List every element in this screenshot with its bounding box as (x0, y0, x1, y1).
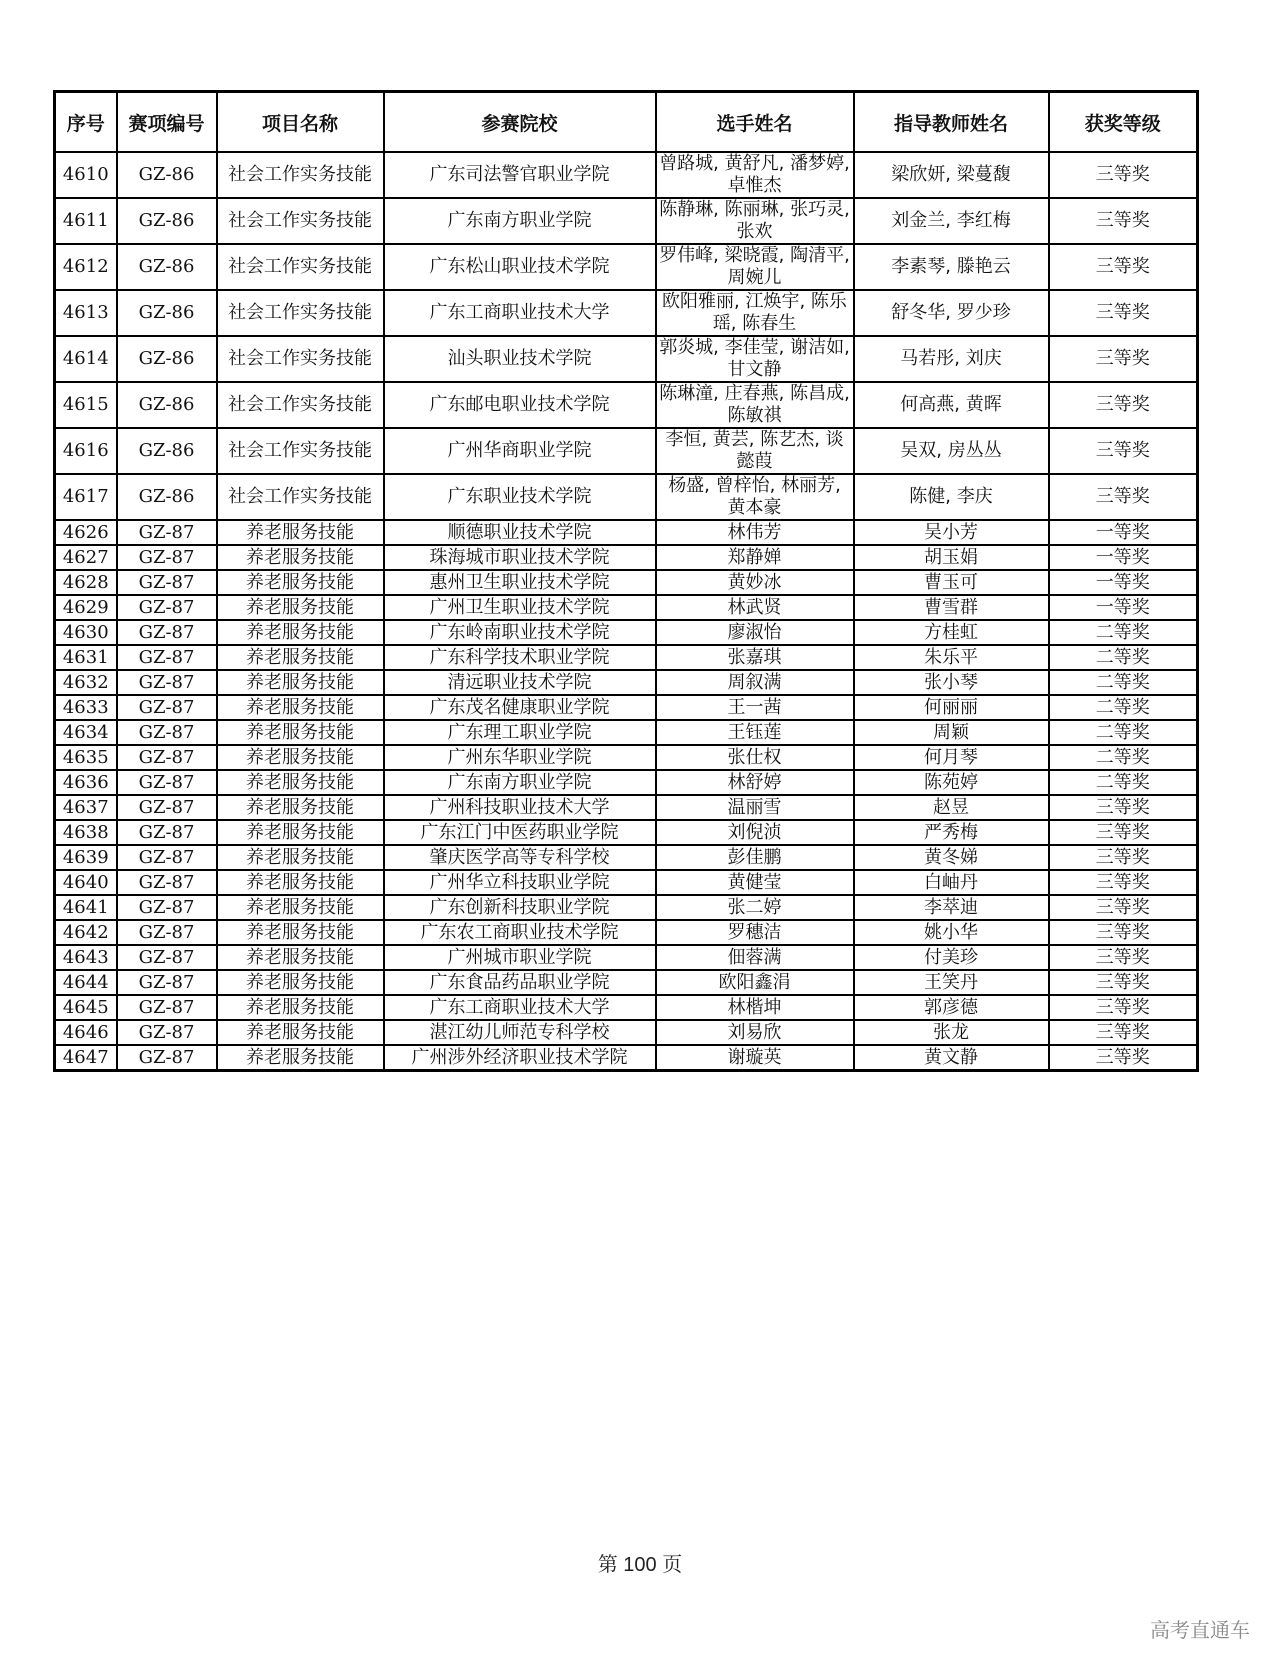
cell-event-name: 养老服务技能 (217, 795, 384, 820)
cell-award: 一等奖 (1049, 520, 1198, 545)
cell-students (656, 336, 854, 382)
cell-award: 二等奖 (1049, 670, 1198, 695)
cell-students: 周叙满 (656, 670, 854, 695)
cell-award: 三等奖 (1049, 995, 1198, 1020)
table-row (55, 336, 1198, 382)
cell-serial: 4645 (55, 995, 117, 1020)
cell-event-code: GZ-87 (117, 745, 217, 770)
cell-event-code: GZ-87 (117, 820, 217, 845)
cell-event-code: GZ-87 (117, 920, 217, 945)
cell-school: 广东理工职业学院 (384, 720, 656, 745)
cell-serial: 4634 (55, 720, 117, 745)
cell-award: 一等奖 (1049, 595, 1198, 620)
cell-school: 广东岭南职业技术学院 (384, 620, 656, 645)
cell-event-code: GZ-87 (117, 520, 217, 545)
cell-school: 广东江门中医药职业学院 (384, 820, 656, 845)
cell-teachers: 付美珍 (854, 945, 1049, 970)
cell-teachers: 马若彤, 刘庆 (854, 336, 1049, 382)
cell-event-code: GZ-87 (117, 595, 217, 620)
cell-serial: 4644 (55, 970, 117, 995)
students-text: 李恒, 黄芸, 陈艺杰, 谈懿葭 (665, 429, 844, 472)
cell-school: 湛江幼儿师范专科学校 (384, 1020, 656, 1045)
cell-teachers: 刘金兰, 李红梅 (854, 198, 1049, 244)
cell-students: 刘倪浈 (656, 820, 854, 845)
cell-teachers: 吴双, 房丛丛 (854, 428, 1049, 474)
cell-award: 三等奖 (1049, 870, 1198, 895)
cell-school: 广东职业技术学院 (384, 474, 656, 520)
cell-serial: 4629 (55, 595, 117, 620)
cell-students: 王一茜 (656, 695, 854, 720)
table-row (55, 382, 1198, 428)
cell-award: 一等奖 (1049, 570, 1198, 595)
cell-teachers: 白岫丹 (854, 870, 1049, 895)
cell-teachers: 王笑丹 (854, 970, 1049, 995)
cell-students: 林楷坤 (656, 995, 854, 1020)
students-text: 罗伟峰, 梁晓霞, 陶清平, 周婉儿 (659, 245, 850, 288)
cell-event-name: 养老服务技能 (217, 620, 384, 645)
cell-award: 三等奖 (1049, 795, 1198, 820)
table-row (55, 645, 1198, 670)
table-row (55, 428, 1198, 474)
cell-event-name: 养老服务技能 (217, 1045, 384, 1071)
cell-school: 广州华商职业学院 (384, 428, 656, 474)
cell-school: 广东南方职业学院 (384, 770, 656, 795)
cell-serial: 4616 (55, 428, 117, 474)
cell-school: 广东茂名健康职业学院 (384, 695, 656, 720)
students-text: 曾路城, 黄舒凡, 潘梦婷, 卓惟杰 (659, 153, 850, 196)
cell-students: 温丽雪 (656, 795, 854, 820)
cell-award: 三等奖 (1049, 152, 1198, 198)
cell-event-code: GZ-86 (117, 382, 217, 428)
cell-students: 林武贤 (656, 595, 854, 620)
cell-school: 珠海城市职业技术学院 (384, 545, 656, 570)
cell-students: 张仕权 (656, 745, 854, 770)
cell-event-code: GZ-87 (117, 720, 217, 745)
cell-teachers: 吴小芳 (854, 520, 1049, 545)
cell-award: 二等奖 (1049, 745, 1198, 770)
cell-school: 广州东华职业学院 (384, 745, 656, 770)
cell-serial: 4630 (55, 620, 117, 645)
table-row (55, 720, 1198, 745)
header-serial: 序号 (55, 92, 117, 153)
cell-school: 惠州卫生职业技术学院 (384, 570, 656, 595)
cell-teachers: 舒冬华, 罗少珍 (854, 290, 1049, 336)
cell-teachers: 陈健, 李庆 (854, 474, 1049, 520)
students-text: 陈琳潼, 庄春燕, 陈昌成, 陈敏祺 (659, 383, 850, 426)
cell-event-name: 社会工作实务技能 (217, 428, 384, 474)
table-row (55, 198, 1198, 244)
cell-event-code: GZ-87 (117, 795, 217, 820)
cell-award: 三等奖 (1049, 920, 1198, 945)
cell-serial: 4638 (55, 820, 117, 845)
cell-event-code: GZ-87 (117, 670, 217, 695)
cell-award: 三等奖 (1049, 970, 1198, 995)
cell-school: 广州科技职业技术大学 (384, 795, 656, 820)
cell-school: 广州卫生职业技术学院 (384, 595, 656, 620)
cell-teachers: 姚小华 (854, 920, 1049, 945)
cell-serial: 4636 (55, 770, 117, 795)
students-text: 郭炎城, 李佳莹, 谢洁如, 甘文静 (659, 337, 850, 380)
cell-award: 一等奖 (1049, 545, 1198, 570)
cell-teachers: 陈苑婷 (854, 770, 1049, 795)
cell-event-code: GZ-87 (117, 695, 217, 720)
cell-school: 顺德职业技术学院 (384, 520, 656, 545)
cell-event-code: GZ-87 (117, 995, 217, 1020)
cell-students (656, 290, 854, 336)
cell-serial: 4641 (55, 895, 117, 920)
cell-award: 三等奖 (1049, 428, 1198, 474)
cell-event-code: GZ-87 (117, 770, 217, 795)
cell-award: 三等奖 (1049, 198, 1198, 244)
cell-serial: 4610 (55, 152, 117, 198)
cell-students (656, 152, 854, 198)
cell-students: 廖淑怡 (656, 620, 854, 645)
cell-teachers: 曹雪群 (854, 595, 1049, 620)
cell-event-name: 养老服务技能 (217, 920, 384, 945)
cell-event-code: GZ-87 (117, 545, 217, 570)
table-row (55, 770, 1198, 795)
cell-event-name: 养老服务技能 (217, 770, 384, 795)
cell-event-code: GZ-87 (117, 945, 217, 970)
cell-school: 广东农工商职业技术学院 (384, 920, 656, 945)
header-award: 获奖等级 (1049, 92, 1198, 153)
cell-event-name: 社会工作实务技能 (217, 290, 384, 336)
cell-award: 三等奖 (1049, 945, 1198, 970)
students-text: 欧阳雅丽, 江焕宇, 陈乐瑶, 陈春生 (662, 291, 847, 334)
cell-serial: 4637 (55, 795, 117, 820)
cell-award: 三等奖 (1049, 382, 1198, 428)
cell-event-name: 养老服务技能 (217, 820, 384, 845)
cell-event-code: GZ-86 (117, 336, 217, 382)
cell-serial: 4633 (55, 695, 117, 720)
students-text: 陈静琳, 陈丽琳, 张巧灵, 张欢 (659, 199, 850, 242)
cell-serial: 4626 (55, 520, 117, 545)
cell-students: 欧阳鑫涓 (656, 970, 854, 995)
cell-award: 二等奖 (1049, 770, 1198, 795)
cell-event-name: 养老服务技能 (217, 745, 384, 770)
table-header-row (55, 92, 1198, 153)
cell-school: 汕头职业技术学院 (384, 336, 656, 382)
cell-award: 三等奖 (1049, 336, 1198, 382)
cell-students: 林伟芳 (656, 520, 854, 545)
table-body (55, 152, 1198, 1071)
cell-teachers: 何月琴 (854, 745, 1049, 770)
table-row (55, 570, 1198, 595)
cell-serial: 4613 (55, 290, 117, 336)
cell-teachers: 李素琴, 滕艳云 (854, 244, 1049, 290)
cell-students: 彭佳鹏 (656, 845, 854, 870)
cell-award: 三等奖 (1049, 290, 1198, 336)
table-row (55, 545, 1198, 570)
cell-event-name: 社会工作实务技能 (217, 198, 384, 244)
cell-students: 罗穗洁 (656, 920, 854, 945)
cell-award: 三等奖 (1049, 244, 1198, 290)
cell-teachers: 周颖 (854, 720, 1049, 745)
header-students: 选手姓名 (656, 92, 854, 153)
cell-award: 二等奖 (1049, 720, 1198, 745)
cell-event-code: GZ-87 (117, 570, 217, 595)
cell-school: 广东南方职业学院 (384, 198, 656, 244)
cell-teachers: 赵昱 (854, 795, 1049, 820)
cell-event-name: 养老服务技能 (217, 670, 384, 695)
cell-serial: 4632 (55, 670, 117, 695)
cell-serial: 4639 (55, 845, 117, 870)
cell-teachers: 梁欣妍, 梁蔓馥 (854, 152, 1049, 198)
cell-event-name: 社会工作实务技能 (217, 152, 384, 198)
cell-award: 二等奖 (1049, 695, 1198, 720)
cell-students (656, 474, 854, 520)
cell-event-name: 养老服务技能 (217, 545, 384, 570)
cell-teachers: 何高燕, 黄晖 (854, 382, 1049, 428)
cell-event-name: 养老服务技能 (217, 595, 384, 620)
cell-serial: 4647 (55, 1045, 117, 1071)
table-row (55, 820, 1198, 845)
cell-award: 二等奖 (1049, 620, 1198, 645)
cell-event-code: GZ-87 (117, 645, 217, 670)
cell-teachers: 何丽丽 (854, 695, 1049, 720)
cell-event-name: 养老服务技能 (217, 895, 384, 920)
cell-serial: 4642 (55, 920, 117, 945)
cell-award: 二等奖 (1049, 645, 1198, 670)
cell-teachers: 朱乐平 (854, 645, 1049, 670)
cell-students: 刘易欣 (656, 1020, 854, 1045)
cell-serial: 4612 (55, 244, 117, 290)
cell-teachers: 严秀梅 (854, 820, 1049, 845)
cell-school: 广东工商职业技术大学 (384, 290, 656, 336)
cell-award: 三等奖 (1049, 820, 1198, 845)
cell-students: 谢璇英 (656, 1045, 854, 1071)
cell-school: 清远职业技术学院 (384, 670, 656, 695)
cell-school: 广东司法警官职业学院 (384, 152, 656, 198)
table-row (55, 995, 1198, 1020)
table-row (55, 474, 1198, 520)
watermark: 高考直通车 (1150, 1618, 1250, 1642)
cell-serial: 4646 (55, 1020, 117, 1045)
table-row (55, 870, 1198, 895)
cell-event-code: GZ-87 (117, 620, 217, 645)
table-row (55, 244, 1198, 290)
cell-award: 三等奖 (1049, 1020, 1198, 1045)
cell-school: 广州城市职业学院 (384, 945, 656, 970)
cell-event-code: GZ-86 (117, 290, 217, 336)
table-row (55, 670, 1198, 695)
cell-school: 广东松山职业技术学院 (384, 244, 656, 290)
header-school: 参赛院校 (384, 92, 656, 153)
table-row (55, 152, 1198, 198)
cell-serial: 4617 (55, 474, 117, 520)
table-row (55, 970, 1198, 995)
cell-event-name: 养老服务技能 (217, 520, 384, 545)
cell-event-name: 社会工作实务技能 (217, 474, 384, 520)
cell-event-name: 养老服务技能 (217, 945, 384, 970)
cell-event-name: 社会工作实务技能 (217, 244, 384, 290)
table-row (55, 620, 1198, 645)
cell-serial: 4643 (55, 945, 117, 970)
cell-students (656, 198, 854, 244)
cell-event-name: 养老服务技能 (217, 720, 384, 745)
cell-serial: 4631 (55, 645, 117, 670)
cell-event-code: GZ-86 (117, 244, 217, 290)
cell-students (656, 428, 854, 474)
cell-students: 张二婷 (656, 895, 854, 920)
cell-students: 王钰莲 (656, 720, 854, 745)
header-teachers: 指导教师姓名 (854, 92, 1049, 153)
cell-serial: 4635 (55, 745, 117, 770)
cell-teachers: 方桂虹 (854, 620, 1049, 645)
cell-event-name: 养老服务技能 (217, 870, 384, 895)
cell-school: 广东邮电职业技术学院 (384, 382, 656, 428)
cell-event-code: GZ-87 (117, 845, 217, 870)
cell-event-name: 社会工作实务技能 (217, 336, 384, 382)
table-row (55, 795, 1198, 820)
page-number: 第 100 页 (597, 1554, 683, 1576)
cell-serial: 4615 (55, 382, 117, 428)
students-text: 杨盛, 曾梓怡, 林丽芳, 黄本豪 (668, 475, 841, 518)
cell-event-code: GZ-87 (117, 970, 217, 995)
cell-students: 张嘉琪 (656, 645, 854, 670)
header-event-code: 赛项编号 (117, 92, 217, 153)
cell-event-code: GZ-87 (117, 895, 217, 920)
cell-serial: 4640 (55, 870, 117, 895)
cell-students (656, 382, 854, 428)
table-row (55, 920, 1198, 945)
table-row (55, 695, 1198, 720)
table-row (55, 1045, 1198, 1071)
cell-event-code: GZ-86 (117, 152, 217, 198)
cell-school: 肇庆医学高等专科学校 (384, 845, 656, 870)
cell-teachers: 李萃迪 (854, 895, 1049, 920)
cell-students (656, 244, 854, 290)
cell-students: 黄健莹 (656, 870, 854, 895)
cell-event-code: GZ-86 (117, 428, 217, 474)
table-row (55, 745, 1198, 770)
table-row (55, 895, 1198, 920)
cell-students: 佃蓉满 (656, 945, 854, 970)
cell-event-name: 社会工作实务技能 (217, 382, 384, 428)
cell-school: 广东科学技术职业学院 (384, 645, 656, 670)
cell-school: 广东食品药品职业学院 (384, 970, 656, 995)
cell-teachers: 黄文静 (854, 1045, 1049, 1071)
cell-teachers: 郭彦德 (854, 995, 1049, 1020)
awards-table (53, 90, 1199, 1072)
cell-teachers: 张龙 (854, 1020, 1049, 1045)
cell-students: 郑静婵 (656, 545, 854, 570)
cell-event-code: GZ-87 (117, 1045, 217, 1071)
table-row (55, 1020, 1198, 1045)
cell-serial: 4628 (55, 570, 117, 595)
cell-award: 三等奖 (1049, 845, 1198, 870)
cell-teachers: 胡玉娟 (854, 545, 1049, 570)
cell-event-name: 养老服务技能 (217, 695, 384, 720)
cell-serial: 4627 (55, 545, 117, 570)
cell-teachers: 黄冬娣 (854, 845, 1049, 870)
cell-event-name: 养老服务技能 (217, 1020, 384, 1045)
table-row (55, 595, 1198, 620)
cell-students: 黄妙冰 (656, 570, 854, 595)
table-row (55, 520, 1198, 545)
table-row (55, 290, 1198, 336)
table-row (55, 845, 1198, 870)
cell-award: 三等奖 (1049, 474, 1198, 520)
cell-serial: 4611 (55, 198, 117, 244)
cell-award: 三等奖 (1049, 895, 1198, 920)
cell-event-name: 养老服务技能 (217, 970, 384, 995)
cell-event-name: 养老服务技能 (217, 995, 384, 1020)
cell-students: 林舒婷 (656, 770, 854, 795)
cell-school: 广州华立科技职业学院 (384, 870, 656, 895)
cell-event-name: 养老服务技能 (217, 845, 384, 870)
cell-school: 广东工商职业技术大学 (384, 995, 656, 1020)
cell-event-name: 养老服务技能 (217, 570, 384, 595)
cell-event-code: GZ-87 (117, 1020, 217, 1045)
cell-teachers: 曹玉可 (854, 570, 1049, 595)
cell-school: 广州涉外经济职业技术学院 (384, 1045, 656, 1071)
cell-event-code: GZ-87 (117, 870, 217, 895)
cell-serial: 4614 (55, 336, 117, 382)
cell-school: 广东创新科技职业学院 (384, 895, 656, 920)
table-row (55, 945, 1198, 970)
cell-event-code: GZ-86 (117, 198, 217, 244)
cell-award: 三等奖 (1049, 1045, 1198, 1071)
cell-event-name: 养老服务技能 (217, 645, 384, 670)
header-event-name: 项目名称 (217, 92, 384, 153)
cell-event-code: GZ-86 (117, 474, 217, 520)
cell-teachers: 张小琴 (854, 670, 1049, 695)
